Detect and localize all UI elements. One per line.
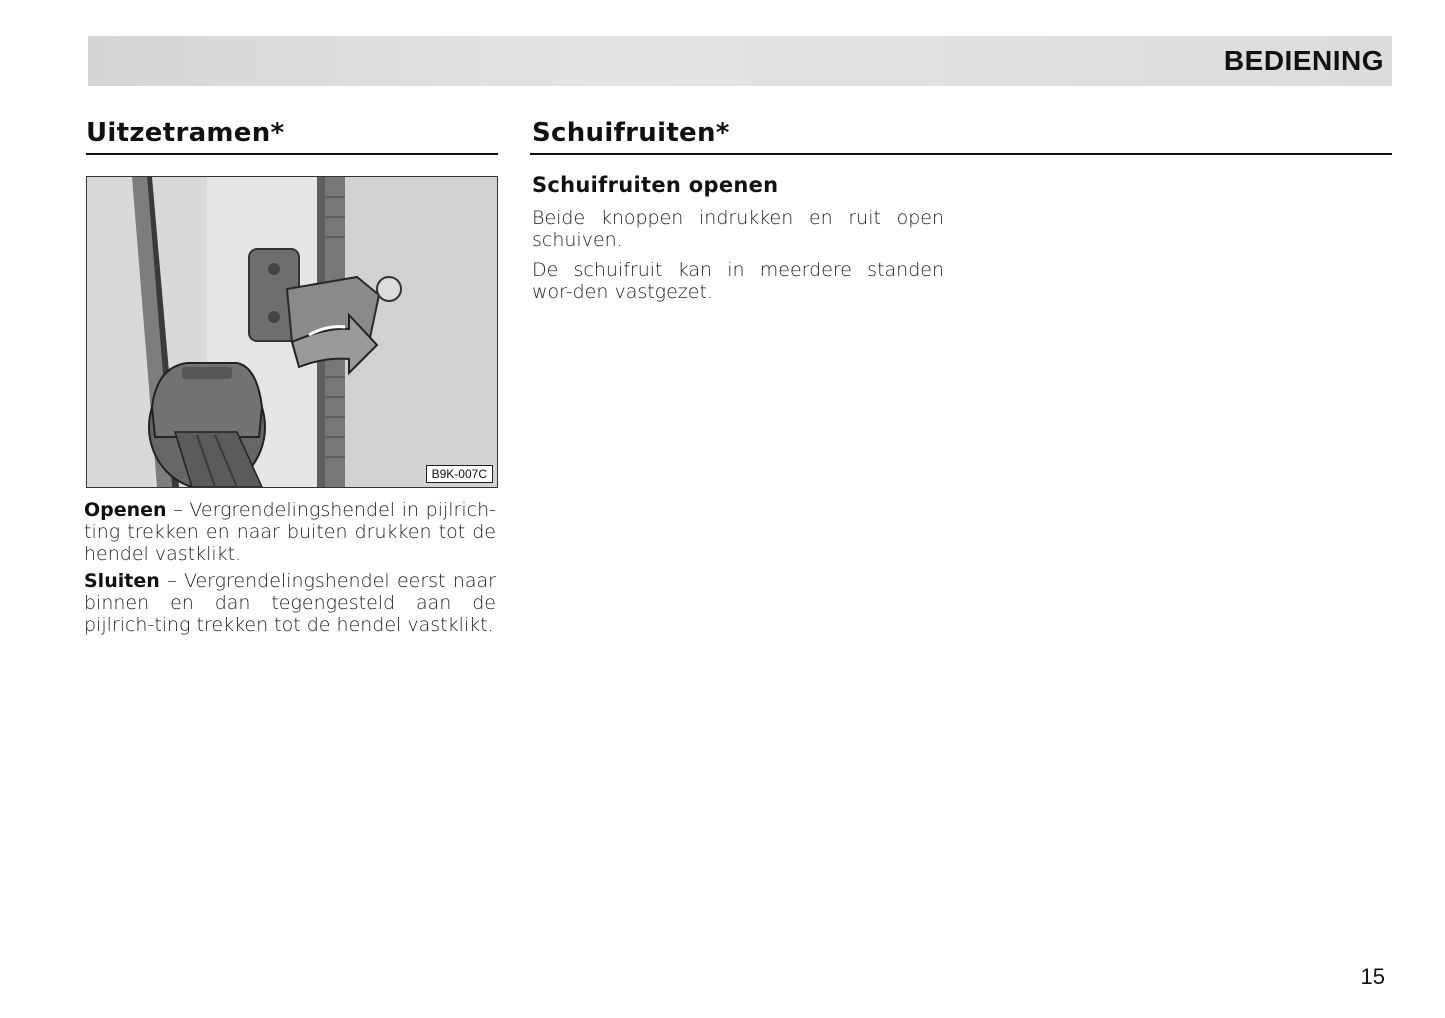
paragraph-openen xyxy=(84,499,496,565)
paragraph-knoppen: Beide knoppen indrukken en ruit open schuiven. xyxy=(532,207,944,251)
right-section-title: Schuifruiten* xyxy=(532,118,730,148)
right-title-rule xyxy=(530,153,1392,155)
section-label: BEDIENING xyxy=(1223,45,1384,76)
left-section-title: Uitzetramen* xyxy=(86,118,285,148)
left-title-rule xyxy=(86,153,498,155)
figure-code-label: B9K-007C xyxy=(426,465,493,483)
paragraph-openen-text: – Vergrendelingshendel in pijlrich-ting trekken en naar buiten drukken tot de hendel vastklikt. xyxy=(84,499,496,565)
paragraph-sluiten-lead: Sluiten xyxy=(84,570,160,592)
latch-drawing xyxy=(87,177,497,487)
right-subtitle: Schuifruiten openen xyxy=(532,173,779,197)
vent-window-latch-illustration xyxy=(86,176,498,488)
paragraph-sluiten-text: – Vergrendelingshendel eerst naar binnen en dan tegengesteld aan de pijlrich-ting trekken tot de hendel vastklikt. xyxy=(84,570,496,636)
page-number: 15 xyxy=(1360,964,1385,989)
paragraph-standen: De schuifruit kan in meerdere standen wor-den vastgezet. xyxy=(532,259,944,303)
paragraph-sluiten xyxy=(84,570,496,636)
section-header-band xyxy=(88,36,1392,86)
paragraph-openen-lead: Openen xyxy=(84,499,167,521)
